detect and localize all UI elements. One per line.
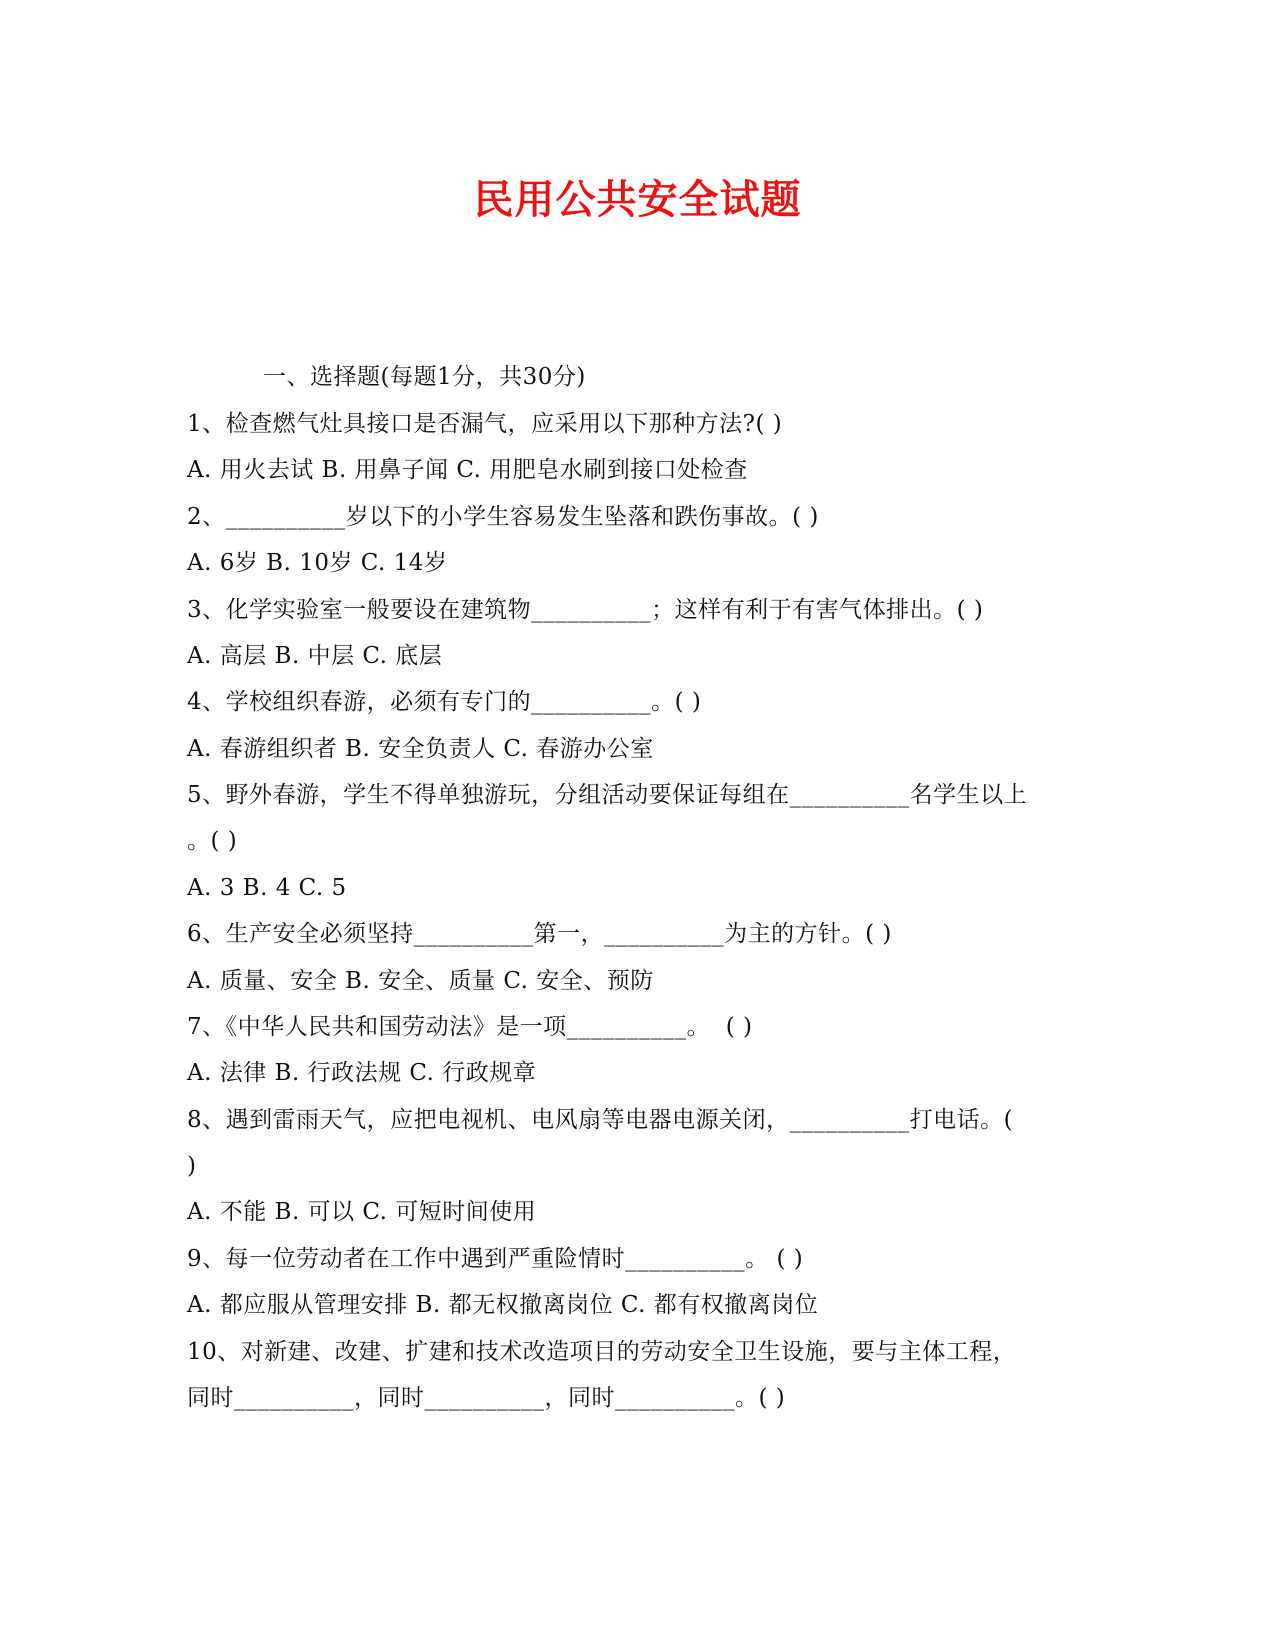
question-line: 7、《中华人民共和国劳动法》是一项__________。 ( ) [187,1014,753,1040]
question-line: 3、化学实验室一般要设在建筑物__________；这样有利于有害气体排出。( ) [187,597,984,623]
question-line: 8、遇到雷雨天气，应把电视机、电风扇等电器电源关闭，__________打电话。( [187,1107,1014,1133]
option-line: A. 3 B. 4 C. 5 [187,875,347,901]
question-line: 10、对新建、改建、扩建和技术改造项目的劳动安全卫生设施，要与主体工程， [187,1339,1017,1365]
question-line-continued: 。( ) [187,828,238,854]
question-line: 2、__________岁以下的小学生容易发生坠落和跌伤事故。( ) [187,504,819,530]
question-line-continued: ) [187,1153,197,1179]
question-line: 4、学校组织春游，必须有专门的__________。( ) [187,689,702,715]
option-line: A. 不能 B. 可以 C. 可短时间使用 [187,1199,537,1225]
document-title: 民用公共安全试题 [473,176,802,223]
option-line: A. 6岁 B. 10岁 C. 14岁 [187,550,448,576]
option-line: A. 用火去试 B. 用鼻子闻 C. 用肥皂水刷到接口处检查 [187,457,748,483]
option-line: A. 法律 B. 行政法规 C. 行政规章 [187,1060,537,1086]
option-line: A. 高层 B. 中层 C. 底层 [187,643,443,669]
section-heading: 一、选择题(每题1分，共30分) [263,364,586,390]
question-line: 6、生产安全必须坚持__________第一，__________为主的方针。( ) [187,921,892,947]
question-line: 1、检查燃气灶具接口是否漏气，应采用以下那种方法?( ) [187,411,783,437]
question-line: 9、每一位劳动者在工作中遇到严重险情时__________。 ( ) [187,1246,804,1272]
option-line: A. 都应服从管理安排 B. 都无权撤离岗位 C. 都有权撤离岗位 [187,1292,819,1318]
question-line: 5、野外春游，学生不得单独游玩，分组活动要保证每组在__________名学生以上 [187,782,1028,808]
option-line: A. 春游组织者 B. 安全负责人 C. 春游办公室 [187,736,654,762]
question-line-continued: 同时__________，同时__________，同时__________。( ) [187,1385,786,1411]
option-line: A. 质量、安全 B. 安全、质量 C. 安全、预防 [187,968,654,994]
